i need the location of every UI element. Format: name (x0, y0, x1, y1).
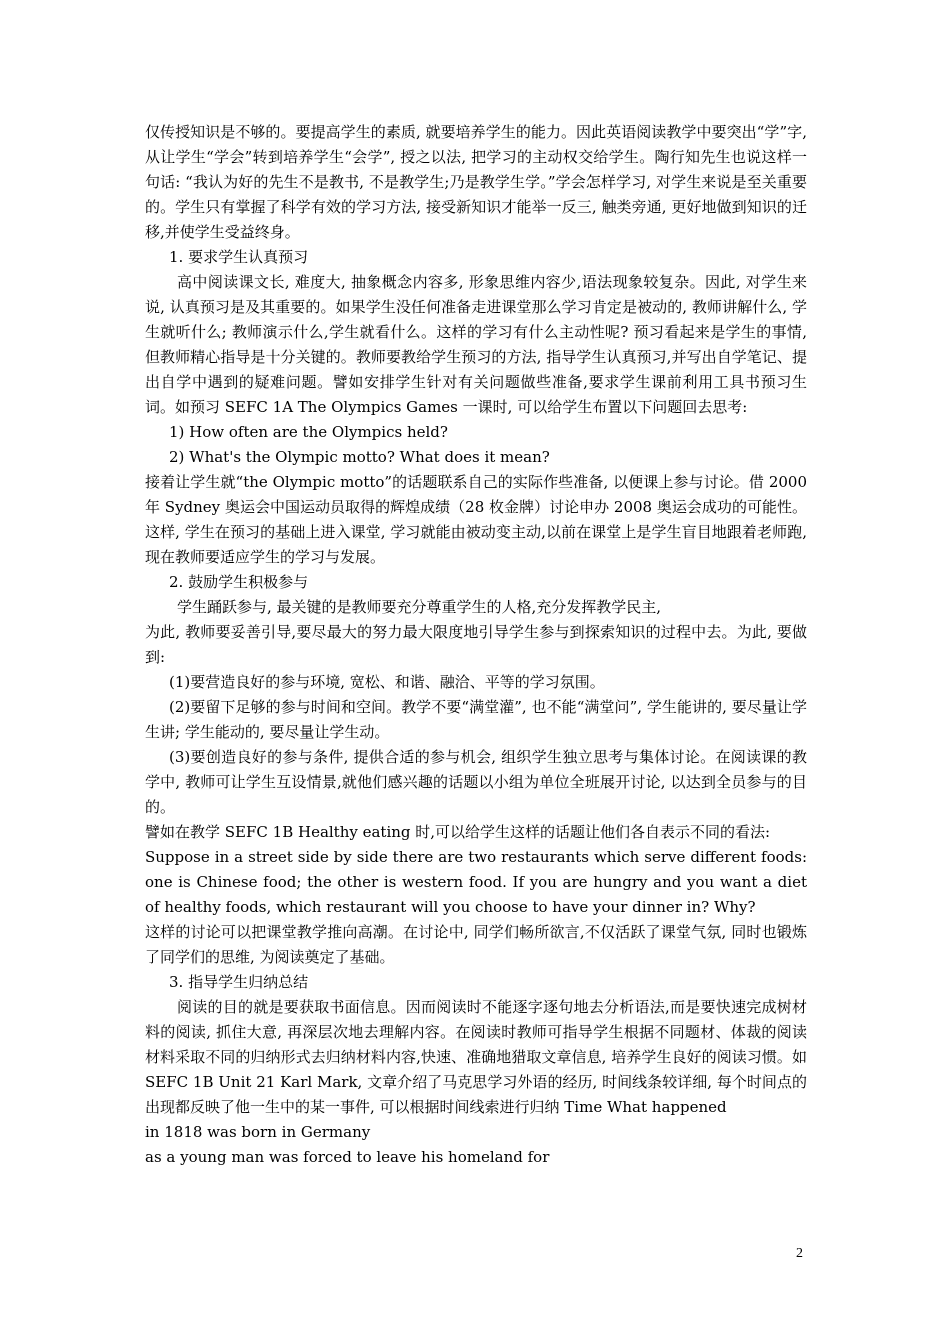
paragraph-participation: 学生踊跃参与, 最关键的是教师要充分尊重学生的人格,充分发挥教学民主, (177, 598, 662, 616)
paragraph-intro: 仅传授知识是不够的。要提高学生的素质, 就要培养学生的能力。因此英语阅读教学中要突出“学”字, 从让学生“学会”转到培养学生“会学”, 授之以法, 把学习的主动权交给学生。陶行知先生也说这样一句话: “我认为好的先生不是教书, 不是教学生;乃是教学生学。”学会怎样学习, 对学生来说是至关重要的。学生只有掌握了科学有效的学习方法, 接受新知识才能举一反三, 触类旁通, 更好地做到知识的迁移,并使学生受益终身。 (145, 123, 807, 241)
paragraph-discussion: 这样的讨论可以把课堂教学推向高潮。在讨论中, 同学们畅所欲言,不仅活跃了课堂气氛, 同时也锻炼了同学们的思维, 为阅读奠定了基础。 (145, 923, 807, 966)
heading-preview: 1. 要求学生认真预习 (169, 248, 309, 266)
question-1: 1) How often are the Olympics held? (169, 423, 448, 441)
list-item-1: (1)要营造良好的参与环境, 宽松、和谐、融洽、平等的学习氛围。 (169, 673, 605, 691)
paragraph-english-question: Suppose in a street side by side there are two restaurants which serve different foods: one is Chinese food; the other is western food. If you are hungry and you want a diet of healthy foods, which restaurant will you choose to have your dinner in? Why? (145, 848, 807, 916)
timeline-row-2: as a young man was forced to leave his homeland for (145, 1148, 550, 1166)
question-2: 2) What's the Olympic motto? What does it mean? (169, 448, 550, 466)
document-body (145, 120, 807, 1170)
list-item-2: (2)要留下足够的参与时间和空间。教学不要“满堂灌”, 也不能“满堂问”, 学生能讲的, 要尽量让学生讲; 学生能动的, 要尽量让学生动。 (145, 698, 807, 741)
heading-participation: 2. 鼓励学生积极参与 (169, 573, 309, 591)
paragraph-preview: 高中阅读课文长, 难度大, 抽象概念内容多, 形象思维内容少,语法现象较复杂。因此, 对学生来说, 认真预习是及其重要的。如果学生没任何准备走进课堂那么学习肯定是被动的, 教师讲解什么, 学生就听什么; 教师演示什么,学生就看什么。这样的学习有什么主动性呢? 预习看起来是学生的事情,但教师精心指导是十分关键的。教师要教给学生预习的方法, 指导学生认真预习,并写出自学笔记、提出自学中遇到的疑难问题。譬如安排学生针对有关问题做些准备,要求学生课前利用工具书预习生词。如预习 SEFC 1A The Olympics Games 一课时, 可以给学生布置以下问题回去思考: (145, 273, 807, 416)
paragraph-motto: 接着让学生就“the Olympic motto”的话题联系自己的实际作些准备, 以便课上参与讨论。借 2000 年 Sydney 奥运会中国运动员取得的辉煌成绩（28 枚金牌）讨论申办 2008 奥运会成功的可能性。这样, 学生在预习的基础上进入课堂, 学习就能由被动变主动,以前在课堂上是学生盲目地跟着老师跑, 现在教师要适应学生的学习与发展。 (145, 473, 807, 566)
paragraph-example: 譬如在教学 SEFC 1B Healthy eating 时,可以给学生这样的话题让他们各自表示不同的看法: (145, 823, 771, 841)
list-item-3: (3)要创造良好的参与条件, 提供合适的参与机会, 组织学生独立思考与集体讨论。在阅读课的教学中, 教师可让学生互设情景,就他们感兴趣的话题以小组为单位全班展开讨论, 以达到全员参与的目的。 (145, 748, 807, 816)
page-number: 2 (796, 1246, 803, 1261)
paragraph-guidance: 为此, 教师要妥善引导,要尽最大的努力最大限度地引导学生参与到探索知识的过程中去。为此, 要做到: (145, 623, 807, 666)
paragraph-summary: 阅读的目的就是要获取书面信息。因而阅读时不能逐字逐句地去分析语法,而是要快速完成树材料的阅读, 抓住大意, 再深层次地去理解内容。在阅读时教师可指导学生根据不同题材、体裁的阅读材料采取不同的归纳形式去归纳材料内容,快速、准确地猎取文章信息, 培养学生良好的阅读习惯。如 SEFC 1B Unit 21 Karl Mark, 文章介绍了马克思学习外语的经历, 时间线条较详细, 每个时间点的出现都反映了他一生中的某一事件, 可以根据时间线索进行归纳 Time What happened (145, 998, 807, 1116)
heading-summary: 3. 指导学生归纳总结 (169, 973, 309, 991)
timeline-row-1: in 1818 was born in Germany (145, 1123, 371, 1141)
